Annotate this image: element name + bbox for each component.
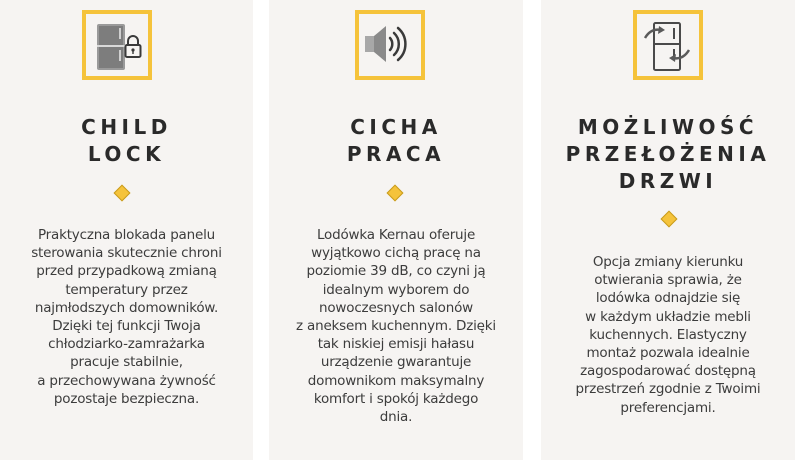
feature-description: [0, 226, 253, 408]
desc-line: komfort i spokój każdego: [313, 390, 479, 407]
desc-line: wyjątkowo cichą pracę na: [311, 245, 481, 262]
desc-line: urządzenie gwarantuje: [320, 354, 472, 371]
diamond-icon: [661, 211, 678, 228]
desc-line: tak niskiej emisji hałasu: [317, 336, 475, 353]
title-line: PRACA: [346, 142, 446, 166]
desc-line: poziomie 39 dB, co czyni ją: [306, 263, 486, 280]
feature-description: [269, 226, 523, 426]
icon-frame: [633, 10, 703, 80]
desc-line: nowoczesnych salonów: [319, 299, 473, 316]
feature-card-quiet-operation: [269, 0, 523, 460]
desc-line: dnia.: [379, 409, 413, 426]
diamond-icon: [387, 185, 404, 202]
title-line: CHILD: [81, 115, 172, 139]
desc-line: z aneksem kuchennym. Dzięki: [296, 318, 496, 335]
feature-card-child-lock: [0, 0, 253, 460]
desc-line: sterowania skutecznie chroni: [31, 245, 222, 262]
desc-line: pracuje stabilnie,: [70, 354, 183, 371]
feature-title: [541, 114, 795, 195]
desc-line: lodówka odnajdzie się: [595, 290, 741, 307]
feature-description: [541, 253, 795, 417]
desc-line: otwierania sprawia, że: [594, 272, 742, 289]
title-line: DRZWI: [618, 169, 718, 193]
desc-line: przestrzeń zgodnie z Twoimi: [575, 381, 761, 398]
feature-title: [269, 114, 523, 168]
icon-frame: [82, 10, 152, 80]
desc-line: idealnym wyborem do: [322, 281, 470, 298]
desc-line: kuchennych. Elastyczny: [589, 326, 747, 343]
feature-card-reversible-door: [541, 0, 795, 460]
desc-line: preferencjami.: [620, 399, 716, 416]
desc-line: montaż pozwala idealnie: [586, 345, 750, 362]
desc-line: Lodówka Kernau oferuje: [316, 227, 476, 243]
title-line: LOCK: [87, 142, 166, 166]
feature-title: [0, 114, 253, 168]
speaker-sound-icon: [359, 14, 421, 76]
title-line: PRZEŁOŻENIA: [565, 142, 771, 166]
desc-line: chłodziarko-zamrażarka: [48, 336, 205, 353]
desc-line: najmłodszych domowników.: [34, 299, 219, 316]
desc-line: pozostaje bezpieczna.: [53, 390, 200, 407]
diamond-icon: [114, 185, 131, 202]
icon-frame: [355, 10, 425, 80]
desc-line: w każdym układzie mebli: [585, 308, 751, 325]
title-line: CICHA: [350, 115, 442, 139]
desc-line: Praktyczna blokada panelu: [37, 227, 216, 243]
title-line: MOŻLIWOŚĆ: [577, 115, 759, 139]
desc-line: Opcja zmiany kierunku: [592, 254, 744, 270]
desc-line: przed przypadkową zmianą: [36, 263, 217, 280]
desc-line: temperatury przez: [65, 281, 188, 298]
desc-line: Dzięki tej funkcji Twoja: [52, 318, 201, 335]
fridge-reversible-door-icon: [637, 14, 699, 76]
desc-line: zagospodarować dostępną: [580, 363, 756, 380]
desc-line: a przechowywana żywność: [37, 372, 216, 389]
fridge-lock-icon: [86, 14, 148, 76]
desc-line: domownikom maksymalny: [307, 372, 485, 389]
